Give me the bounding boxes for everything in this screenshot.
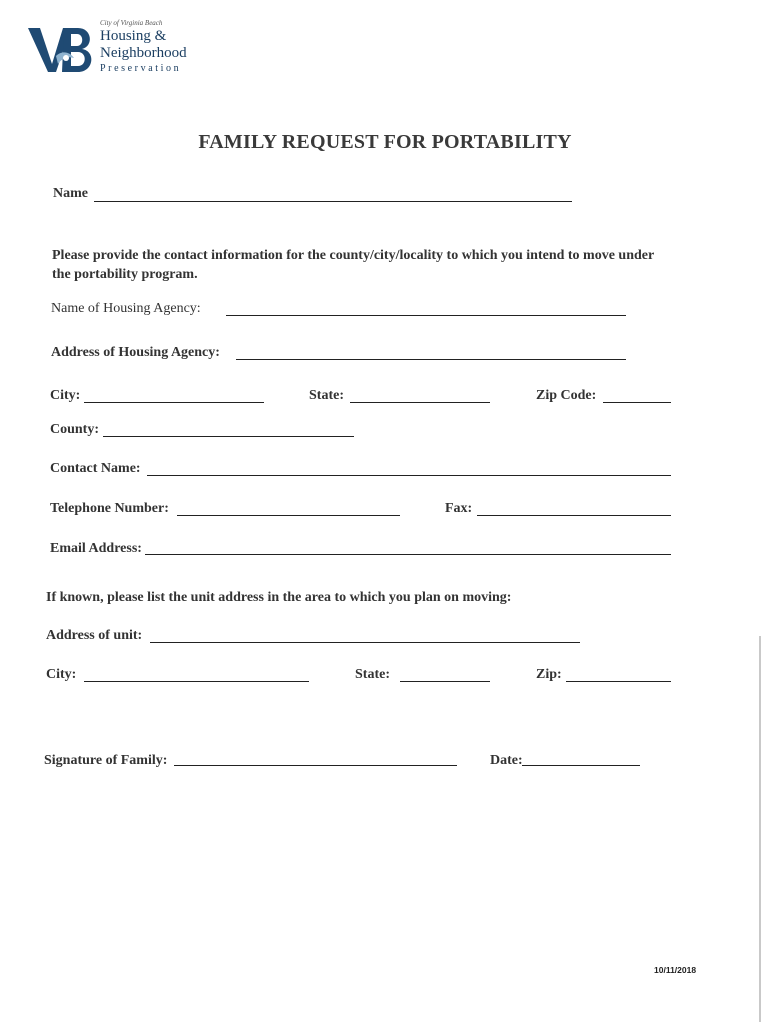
form-title: FAMILY REQUEST FOR PORTABILITY [198,131,572,153]
email-field-line[interactable] [145,554,671,555]
state-label: State: [309,388,344,403]
signature-field-line[interactable] [174,765,457,766]
unit-state-label: State: [355,667,390,682]
telephone-label: Telephone Number: [50,501,169,516]
vbhnp-logo [26,18,196,78]
logo-text-line1: Housing & [100,28,167,44]
state-field-line[interactable] [350,402,490,403]
fax-field-line[interactable] [477,515,671,516]
county-field-line[interactable] [103,436,354,437]
fax-label: Fax: [445,501,473,516]
city-label: City: [50,388,81,403]
agency-name-label: Name of Housing Agency: [51,301,201,316]
logo-text-line2: Neighborhood [100,45,187,61]
county-label: County: [50,422,100,437]
unit-address-field-line[interactable] [150,642,580,643]
unit-zip-field-line[interactable] [566,681,671,682]
unit-zip-label: Zip: [536,667,562,682]
telephone-field-line[interactable] [177,515,400,516]
revision-date: 10/11/2018 [654,965,697,975]
logo-text-line3: Preservation [100,63,182,74]
agency-address-label: Address of Housing Agency: [51,345,220,360]
agency-name-field-line[interactable] [226,315,626,316]
zip-code-field-line[interactable] [603,402,671,403]
vb-monogram-icon [26,20,98,78]
date-label: Date: [490,753,523,768]
city-field-line[interactable] [84,402,264,403]
page-edge-divider [759,636,761,1022]
date-field-line[interactable] [522,765,640,766]
unit-city-field-line[interactable] [84,681,309,682]
name-label: Name [53,186,88,201]
email-label: Email Address: [50,541,142,556]
unit-city-label: City: [46,667,77,682]
unit-state-field-line[interactable] [400,681,490,682]
contact-name-label: Contact Name: [50,461,141,476]
logo-city-text: City of Virginia Beach [100,19,163,27]
instructions-text: Please provide the contact information for the county/city/locality to which you intend to move under the portability program. [52,248,654,282]
contact-name-field-line[interactable] [147,475,671,476]
zip-code-label: Zip Code: [536,388,597,403]
agency-address-field-line[interactable] [236,359,626,360]
unit-address-prompt: If known, please list the unit address in the area to which you plan on moving: [46,590,512,605]
name-field-line[interactable] [94,201,572,202]
signature-label: Signature of Family: [44,753,168,768]
unit-address-label: Address of unit: [46,628,143,643]
